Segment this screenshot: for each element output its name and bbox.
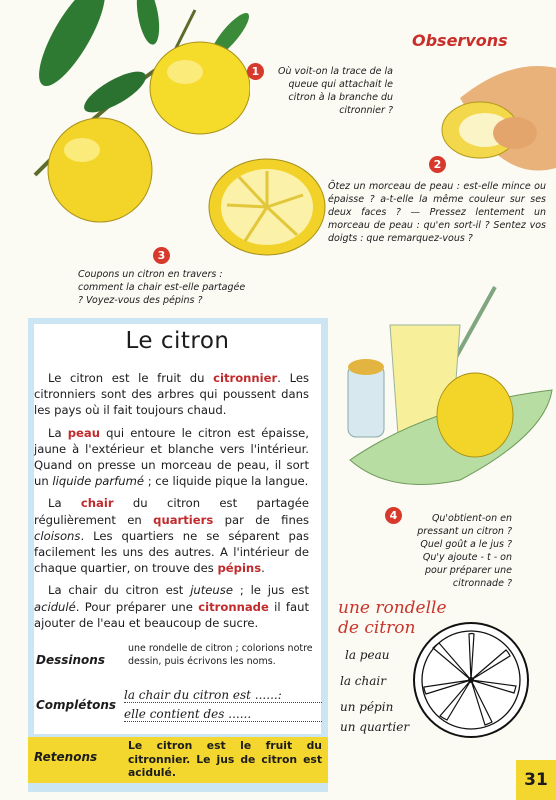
completons-line-2: elle contient des ...... [124,707,322,722]
question-1-number: 1 [247,63,264,80]
completons-line-1: la chair du citron est ......: [124,688,322,703]
observons-heading: Observons [412,31,508,50]
question-1-text: Où voit-on la trace de la queue qui attachait le citron à la branche du citronnier ? [278,66,393,116]
question-4-number: 4 [385,507,402,524]
paragraph-4: La chair du citron est juteuse ; le jus est acidulé. Pour préparer une citronnade il faut ajouter de l'eau et beaucoup de sucre. [34,583,309,630]
label-pepin: un pépin [340,700,394,714]
lesson-title: Le citron [125,328,230,354]
question-3-number: 3 [153,247,170,264]
question-2-number: 2 [429,156,446,173]
paragraph-1: Le citron est le fruit du citronnier. Les citronniers sont des arbres qui poussent dans les pays où il fait toujours chaud. [34,371,309,418]
retenons-text: Le citron est le fruit du citronnier. Le jus de citron est acidulé. [128,739,322,779]
label-peau: la peau [345,648,390,662]
dessinons-text: une rondelle de citron ; colorions notre dessin, puis écrivons les noms. [128,643,313,667]
cut-lemon-illustration [205,155,330,260]
lemon-slice-diagram [410,620,532,740]
hand-peel-illustration [440,58,556,178]
question-2-text: Ôtez un morceau de peau : est-elle mince ou épaisse ? a-t-elle la même couleur sur ses deux faces ? — Pressez lentement un morceau de peau : qu'en sort-il ? Sentez vos doigts : que remarquez-vous ? [328,181,546,244]
lesson-body [34,370,309,637]
retenons-label: Retenons [34,750,98,764]
question-4-text: Qu'obtient-on en pressant un citron ? Quel goût a le jus ? Qu'y ajoute - t - on pour préparer une citronnade ? [417,513,512,589]
label-quartier: un quartier [340,720,410,734]
juicer-glass-illustration [340,285,556,500]
dessinons-label: Dessinons [36,653,105,667]
page-number: 31 [516,760,556,800]
paragraph-2: La peau qui entoure le citron est épaisse, jaune à l'extérieur et blanche vers l'intérieur. Quand on presse un morceau de peau, il sort un liquide parfumé ; ce liquide pique la langue. [34,425,309,489]
label-chair: la chair [340,674,386,688]
paragraph-3: La chair du citron est partagée régulièrement en quartiers par de fines cloisons. Les quartiers ne se séparent pas facilement les uns des autres. A l'intérieur de chaque quartier, on trouve des pépins. [34,496,309,576]
completons-label: Complétons [36,698,117,712]
rondelle-title: une rondelle de citron [338,598,447,638]
question-3-text: Coupons un citron en travers : comment la chair est-elle partagée ? Voyez-vous des pépins ? [78,269,246,306]
